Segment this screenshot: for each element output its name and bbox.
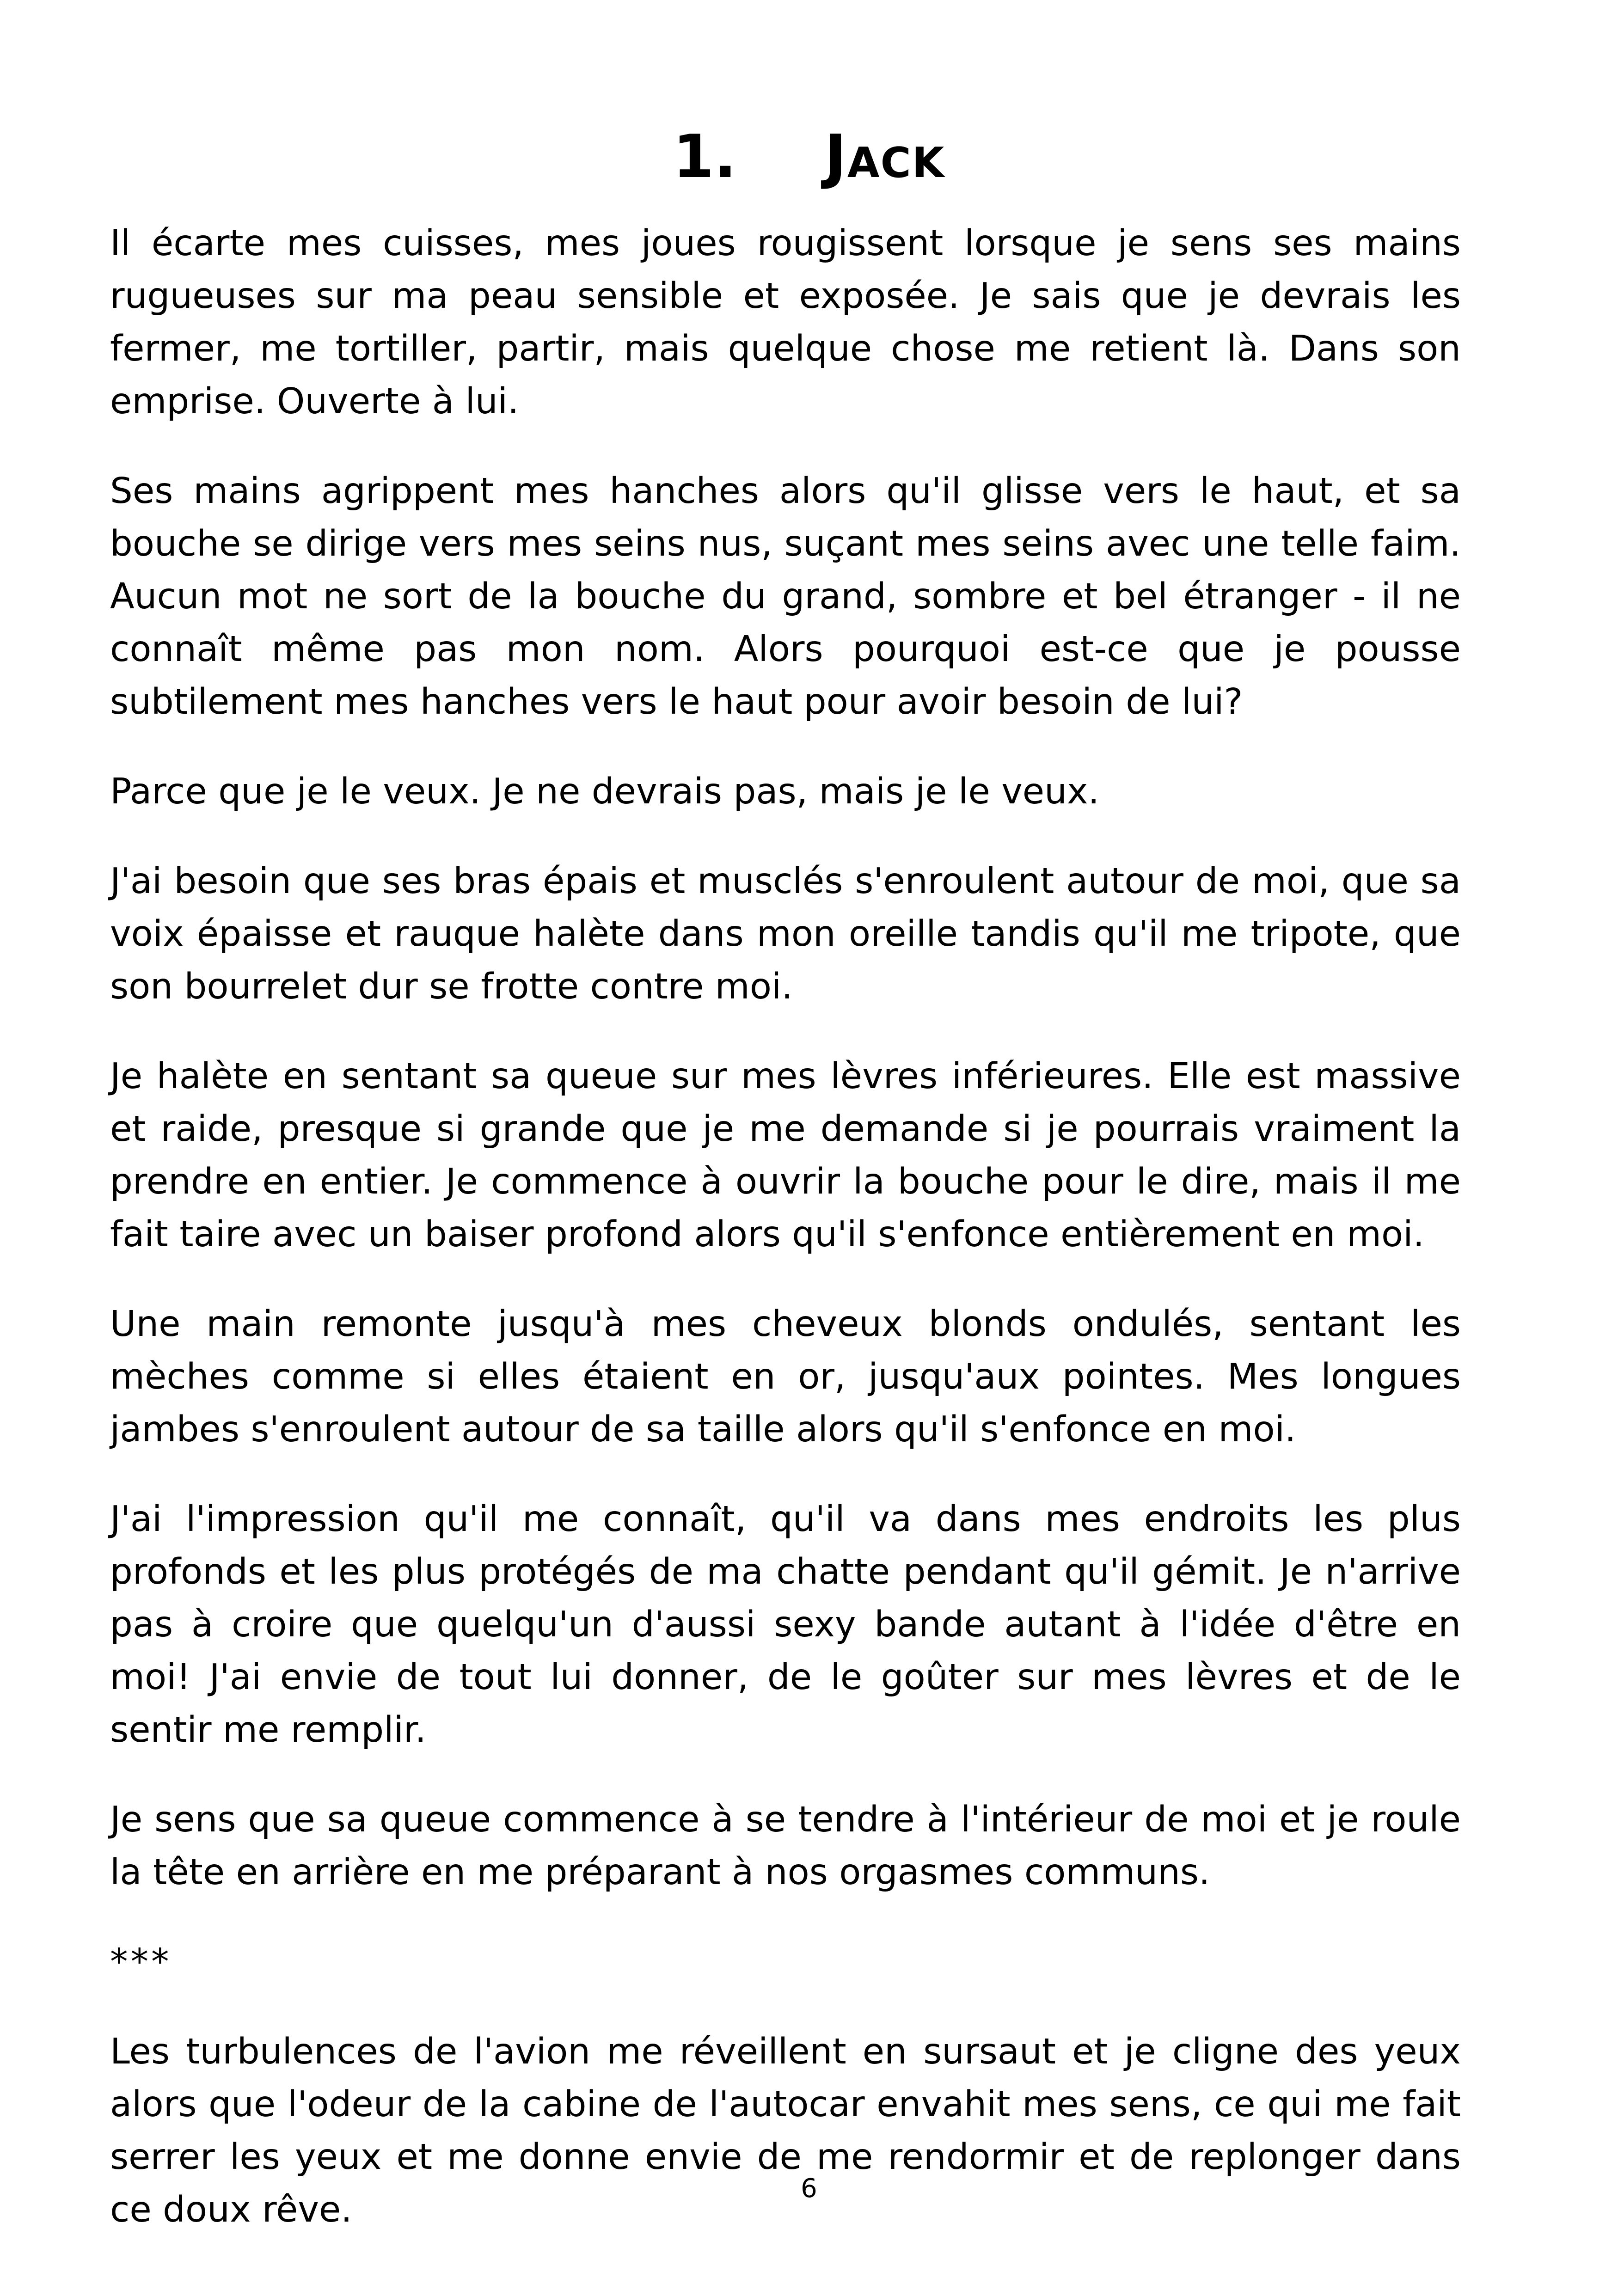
- paragraph: J'ai besoin que ses bras épais et musclés s'enroulent autour de moi, que sa voix épaisse et rauque halète dans mon oreille tandis qu'il me tripote, que son bourrelet dur se frotte contre moi.: [110, 861, 1461, 1007]
- scene-separator: ***: [110, 1941, 172, 1983]
- paragraph: Je halète en sentant sa queue sur mes lèvres inférieures. Elle est massive et raide, presque si grande que je me demande si je pourrais vraiment la prendre en entier. Je commence à ouvrir la bouche pour le dire, mais il me fait taire avec un baiser profond alors qu'il s'enfonce entièrement en moi.: [110, 1056, 1461, 1255]
- chapter-heading: [0, 116, 1618, 199]
- paragraph: Une main remonte jusqu'à mes cheveux blonds ondulés, sentant les mèches comme si elles étaient en or, jusqu'aux pointes. Mes longues jambes s'enroulent autour de sa taille alors qu'il s'enfonce en moi.: [110, 1304, 1461, 1450]
- chapter-number: 1.: [673, 122, 737, 191]
- closing-paragraph: Les turbulences de l'avion me réveillent en sursaut et je cligne des yeux alors que l'odeur de la cabine de l'autocar envahit mes sens, ce qui me fait serrer les yeux et me donne envie de me rendormir et de replonger dans ce doux rêve.: [110, 2031, 1461, 2230]
- page-number: 6: [801, 2174, 817, 2204]
- paragraph: Il écarte mes cuisses, mes joues rougissent lorsque je sens ses mains rugueuses sur ma peau sensible et exposée. Je sais que je devrais les fermer, me tortiller, partir, mais quelque chose me retient là. Dans son emprise. Ouverte à lui.: [110, 223, 1461, 422]
- paragraph: Je sens que sa queue commence à se tendre à l'intérieur de moi et je roule la tête en arrière en me préparant à nos orgasmes communs.: [110, 1799, 1461, 1893]
- paragraph: Parce que je le veux. Je ne devrais pas, mais je le veux.: [110, 771, 1100, 812]
- chapter-body: [110, 217, 1461, 2273]
- paragraph: Ses mains agrippent mes hanches alors qu'il glisse vers le haut, et sa bouche se dirige vers mes seins nus, suçant mes seins avec une telle faim. Aucun mot ne sort de la bouche du grand, sombre et bel étranger - il ne connaît même pas mon nom. Alors pourquoi est-ce que je pousse subtilement mes hanches vers le haut pour avoir besoin de lui?: [110, 471, 1461, 722]
- paragraph: J'ai l'impression qu'il me connaît, qu'il va dans mes endroits les plus profonds et les plus protégés de ma chatte pendant qu'il gémit. Je n'arrive pas à croire que quelqu'un d'aussi sexy bande autant à l'idée d'être en moi! J'ai envie de tout lui donner, de le goûter sur mes lèvres et de le sentir me remplir.: [110, 1499, 1461, 1751]
- chapter-title: Jack: [824, 122, 945, 191]
